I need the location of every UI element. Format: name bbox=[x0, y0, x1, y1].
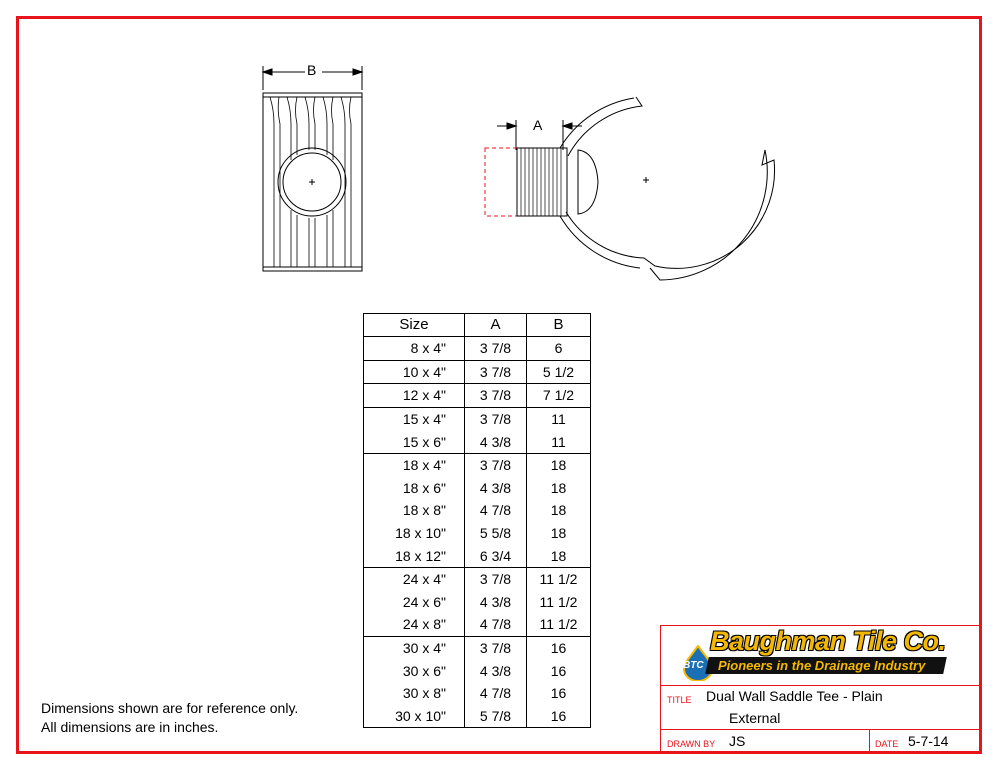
table-row bbox=[364, 430, 591, 453]
cell-size: 30 x 6" bbox=[364, 659, 465, 682]
cell-a: 4 3/8 bbox=[465, 477, 527, 500]
drawn-by-value: JS bbox=[729, 733, 746, 749]
cell-size: 24 x 6" bbox=[364, 591, 465, 614]
drawn-by-label: DRAWN BY bbox=[667, 739, 716, 749]
cell-a: 5 7/8 bbox=[465, 705, 527, 728]
cell-b: 18 bbox=[527, 544, 591, 567]
cell-size: 18 x 4" bbox=[364, 453, 465, 476]
cell-size: 30 x 10" bbox=[364, 705, 465, 728]
cell-b: 18 bbox=[527, 499, 591, 522]
table-row bbox=[364, 360, 591, 384]
logo-badge-text: BTC bbox=[683, 660, 704, 671]
date-label: DATE bbox=[875, 739, 899, 749]
note-reference: Dimensions shown are for reference only. bbox=[41, 700, 299, 716]
table-row bbox=[364, 705, 591, 728]
cell-b: 18 bbox=[527, 453, 591, 476]
cell-b: 11 1/2 bbox=[527, 591, 591, 614]
header-a: A bbox=[465, 314, 527, 337]
table-row bbox=[364, 407, 591, 430]
logo-tagline: Pioneers in the Drainage Industry bbox=[718, 658, 926, 673]
table-row bbox=[364, 499, 591, 522]
cell-a: 4 7/8 bbox=[465, 499, 527, 522]
cell-b: 16 bbox=[527, 682, 591, 705]
side-view bbox=[485, 97, 775, 280]
cell-a: 3 7/8 bbox=[465, 407, 527, 430]
cell-a: 4 3/8 bbox=[465, 591, 527, 614]
cell-size: 24 x 8" bbox=[364, 613, 465, 636]
dimension-b-label: B bbox=[307, 62, 317, 78]
table-header-row bbox=[364, 314, 591, 337]
cell-b: 18 bbox=[527, 477, 591, 500]
table-row bbox=[364, 384, 591, 408]
cell-a: 3 7/8 bbox=[465, 337, 527, 361]
table-body bbox=[364, 337, 591, 728]
cell-size: 15 x 6" bbox=[364, 430, 465, 453]
cell-size: 15 x 4" bbox=[364, 407, 465, 430]
table-row bbox=[364, 682, 591, 705]
cell-a: 3 7/8 bbox=[465, 384, 527, 408]
dimension-a-label: A bbox=[533, 117, 543, 133]
table-row bbox=[364, 522, 591, 545]
cell-a: 3 7/8 bbox=[465, 567, 527, 590]
cell-b: 16 bbox=[527, 705, 591, 728]
cell-size: 24 x 4" bbox=[364, 567, 465, 590]
cell-size: 18 x 8" bbox=[364, 499, 465, 522]
cell-b: 18 bbox=[527, 522, 591, 545]
cell-a: 4 7/8 bbox=[465, 682, 527, 705]
table-row bbox=[364, 567, 591, 590]
cell-a: 5 5/8 bbox=[465, 522, 527, 545]
cell-size: 18 x 6" bbox=[364, 477, 465, 500]
cell-a: 4 3/8 bbox=[465, 659, 527, 682]
cell-b: 11 1/2 bbox=[527, 567, 591, 590]
cell-a: 4 7/8 bbox=[465, 613, 527, 636]
cell-a: 4 3/8 bbox=[465, 430, 527, 453]
cell-b: 5 1/2 bbox=[527, 360, 591, 384]
cell-size: 12 x 4" bbox=[364, 384, 465, 408]
cell-a: 3 7/8 bbox=[465, 360, 527, 384]
cell-b: 16 bbox=[527, 636, 591, 659]
date-value: 5-7-14 bbox=[908, 733, 949, 749]
table-row bbox=[364, 453, 591, 476]
title-label: TITLE bbox=[667, 695, 692, 705]
cell-b: 16 bbox=[527, 659, 591, 682]
cell-b: 11 1/2 bbox=[527, 613, 591, 636]
cell-b: 11 bbox=[527, 407, 591, 430]
cell-a: 3 7/8 bbox=[465, 453, 527, 476]
cell-a: 3 7/8 bbox=[465, 636, 527, 659]
title-line-1: Dual Wall Saddle Tee - Plain bbox=[706, 688, 883, 704]
table-row bbox=[364, 613, 591, 636]
table-row bbox=[364, 659, 591, 682]
table-row bbox=[364, 337, 591, 361]
title-line-2: External bbox=[729, 710, 781, 726]
logo-company-name: Baughman Tile Co. bbox=[710, 626, 946, 656]
front-view bbox=[263, 66, 362, 271]
table-row bbox=[364, 591, 591, 614]
cell-size: 8 x 4" bbox=[364, 337, 465, 361]
cell-b: 7 1/2 bbox=[527, 384, 591, 408]
table-row bbox=[364, 636, 591, 659]
table-row bbox=[364, 544, 591, 567]
cell-b: 6 bbox=[527, 337, 591, 361]
cell-a: 6 3/4 bbox=[465, 544, 527, 567]
cell-size: 30 x 8" bbox=[364, 682, 465, 705]
cell-size: 30 x 4" bbox=[364, 636, 465, 659]
date-divider bbox=[869, 729, 870, 752]
notes bbox=[41, 699, 298, 737]
header-size: Size bbox=[364, 314, 465, 337]
cell-size: 18 x 12" bbox=[364, 544, 465, 567]
note-units: All dimensions are in inches. bbox=[41, 719, 219, 735]
cell-size: 18 x 10" bbox=[364, 522, 465, 545]
table-row bbox=[364, 477, 591, 500]
cell-b: 11 bbox=[527, 430, 591, 453]
cell-size: 10 x 4" bbox=[364, 360, 465, 384]
header-b: B bbox=[527, 314, 591, 337]
dimension-table bbox=[363, 313, 591, 728]
